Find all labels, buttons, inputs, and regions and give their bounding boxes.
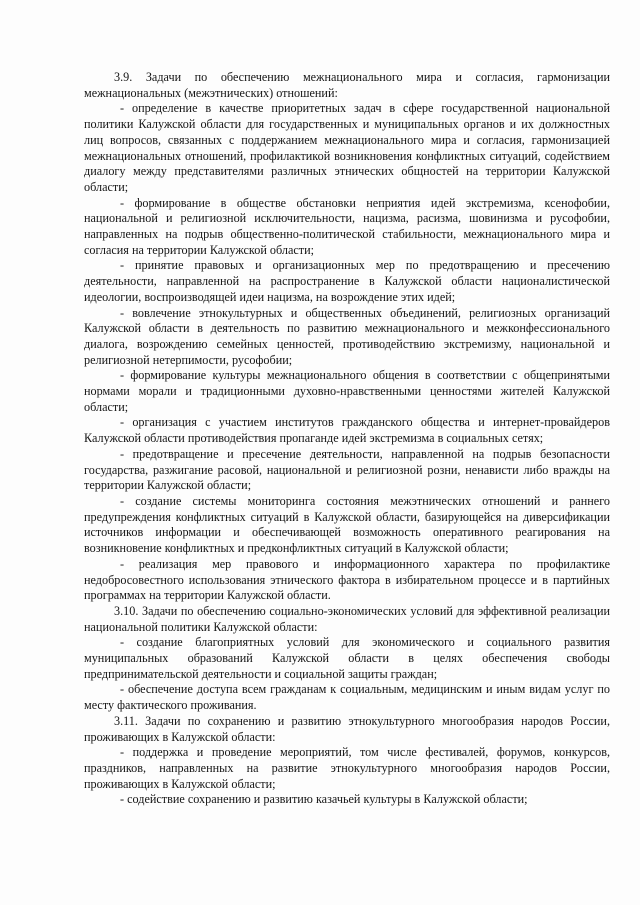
list-item: - обеспечение доступа всем гражданам к социальным, медицинским и иным видам услуг по месту фактического проживания. bbox=[84, 682, 610, 713]
list-item: - создание системы мониторинга состояния межэтнических отношений и раннего предупреждения конфликтных ситуаций в Калужской области, базирующейся на диверсификации источников информации и обеспечивающей возможность оперативного реагирования на возникновение конфликтных и предконфликтных ситуаций в Калужской области; bbox=[84, 493, 610, 556]
list-item: - содействие сохранению и развитию казачьей культуры в Калужской области; bbox=[120, 792, 528, 807]
list-item: - предотвращение и пресечение деятельности, направленной на подрыв безопасности государства, разжигание расовой, национальной и религиозной розни, ненависти либо вражды на территории Калужской области; bbox=[84, 446, 610, 493]
document-body bbox=[84, 70, 610, 808]
list-item: - создание благоприятных условий для экономического и социального развития муниципальных образований Калужской области в целях обеспечения свободы предпринимательской деятельности и социальной защиты граждан; bbox=[84, 635, 610, 681]
section-3-11-heading: 3.11. Задачи по сохранению и развитию этнокультурного многообразия народов России, проживающих в Калужской области: bbox=[84, 713, 610, 744]
list-item: - принятие правовых и организационных мер по предотвращению и пресечению деятельности, направленной на распространение в Калужской области националистической идеологии, воспроизводящей идеи нацизма, на возрождение этих идей; bbox=[84, 258, 610, 304]
list-item: - вовлечение этнокультурных и общественных объединений, религиозных организаций Калужской области в деятельность по развитию межнационального и межконфессионального диалога, возрождению семейных ценностей, противодействию экстремизму, национальной и религиозной нетерпимости, русофобии; bbox=[84, 305, 610, 367]
list-item: - определение в качестве приоритетных задач в сфере государственной национальной политики Калужской области для государственных и муниципальных органов и их должностных лиц вопросов, связанных с поддержанием межнационального мира и согласия, гармонизацией межнациональных отношений, профилактикой возникновения конфликтных ситуаций, содействием диалогу между представителями различных этнических общностей на территории Калужской области; bbox=[84, 101, 610, 194]
list-item: - поддержка и проведение мероприятий, том числе фестивалей, форумов, конкурсов, праздников, направленных на развитие этнокультурного многообразия народов России, проживающих в Калужской области; bbox=[84, 745, 610, 791]
list-item: - формирование культуры межнационального общения в соответствии с общепринятыми нормами морали и традиционными духовно-нравственными ценностями жителей Калужской области; bbox=[84, 368, 610, 414]
list-item: - организация с участием институтов гражданского общества и интернет-провайдеров Калужской области противодействия пропаганде идей экстремизма в социальных сетях; bbox=[84, 415, 610, 446]
list-item: - реализация мер правового и информационного характера по профилактике недобросовестного использования этнического фактора в избирательном процессе и в партийных программах на территории Калужской области. bbox=[84, 556, 610, 603]
section-3-9-heading: 3.9. Задачи по обеспечению межнационального мира и согласия, гармонизации межнациональных (межэтнических) отношений: bbox=[84, 70, 610, 100]
section-3-10-heading: 3.10. Задачи по обеспечению социально-экономических условий для эффективной реализации национальной политики Калужской области: bbox=[84, 603, 610, 634]
list-item: - формирование в обществе обстановки неприятия идей экстремизма, ксенофобии, национальной и религиозной исключительности, нацизма, расизма, шовинизма и русофобии, направленных на подрыв общественно-политической стабильности, межнационального мира и согласия на территории Калужской области; bbox=[84, 195, 610, 257]
